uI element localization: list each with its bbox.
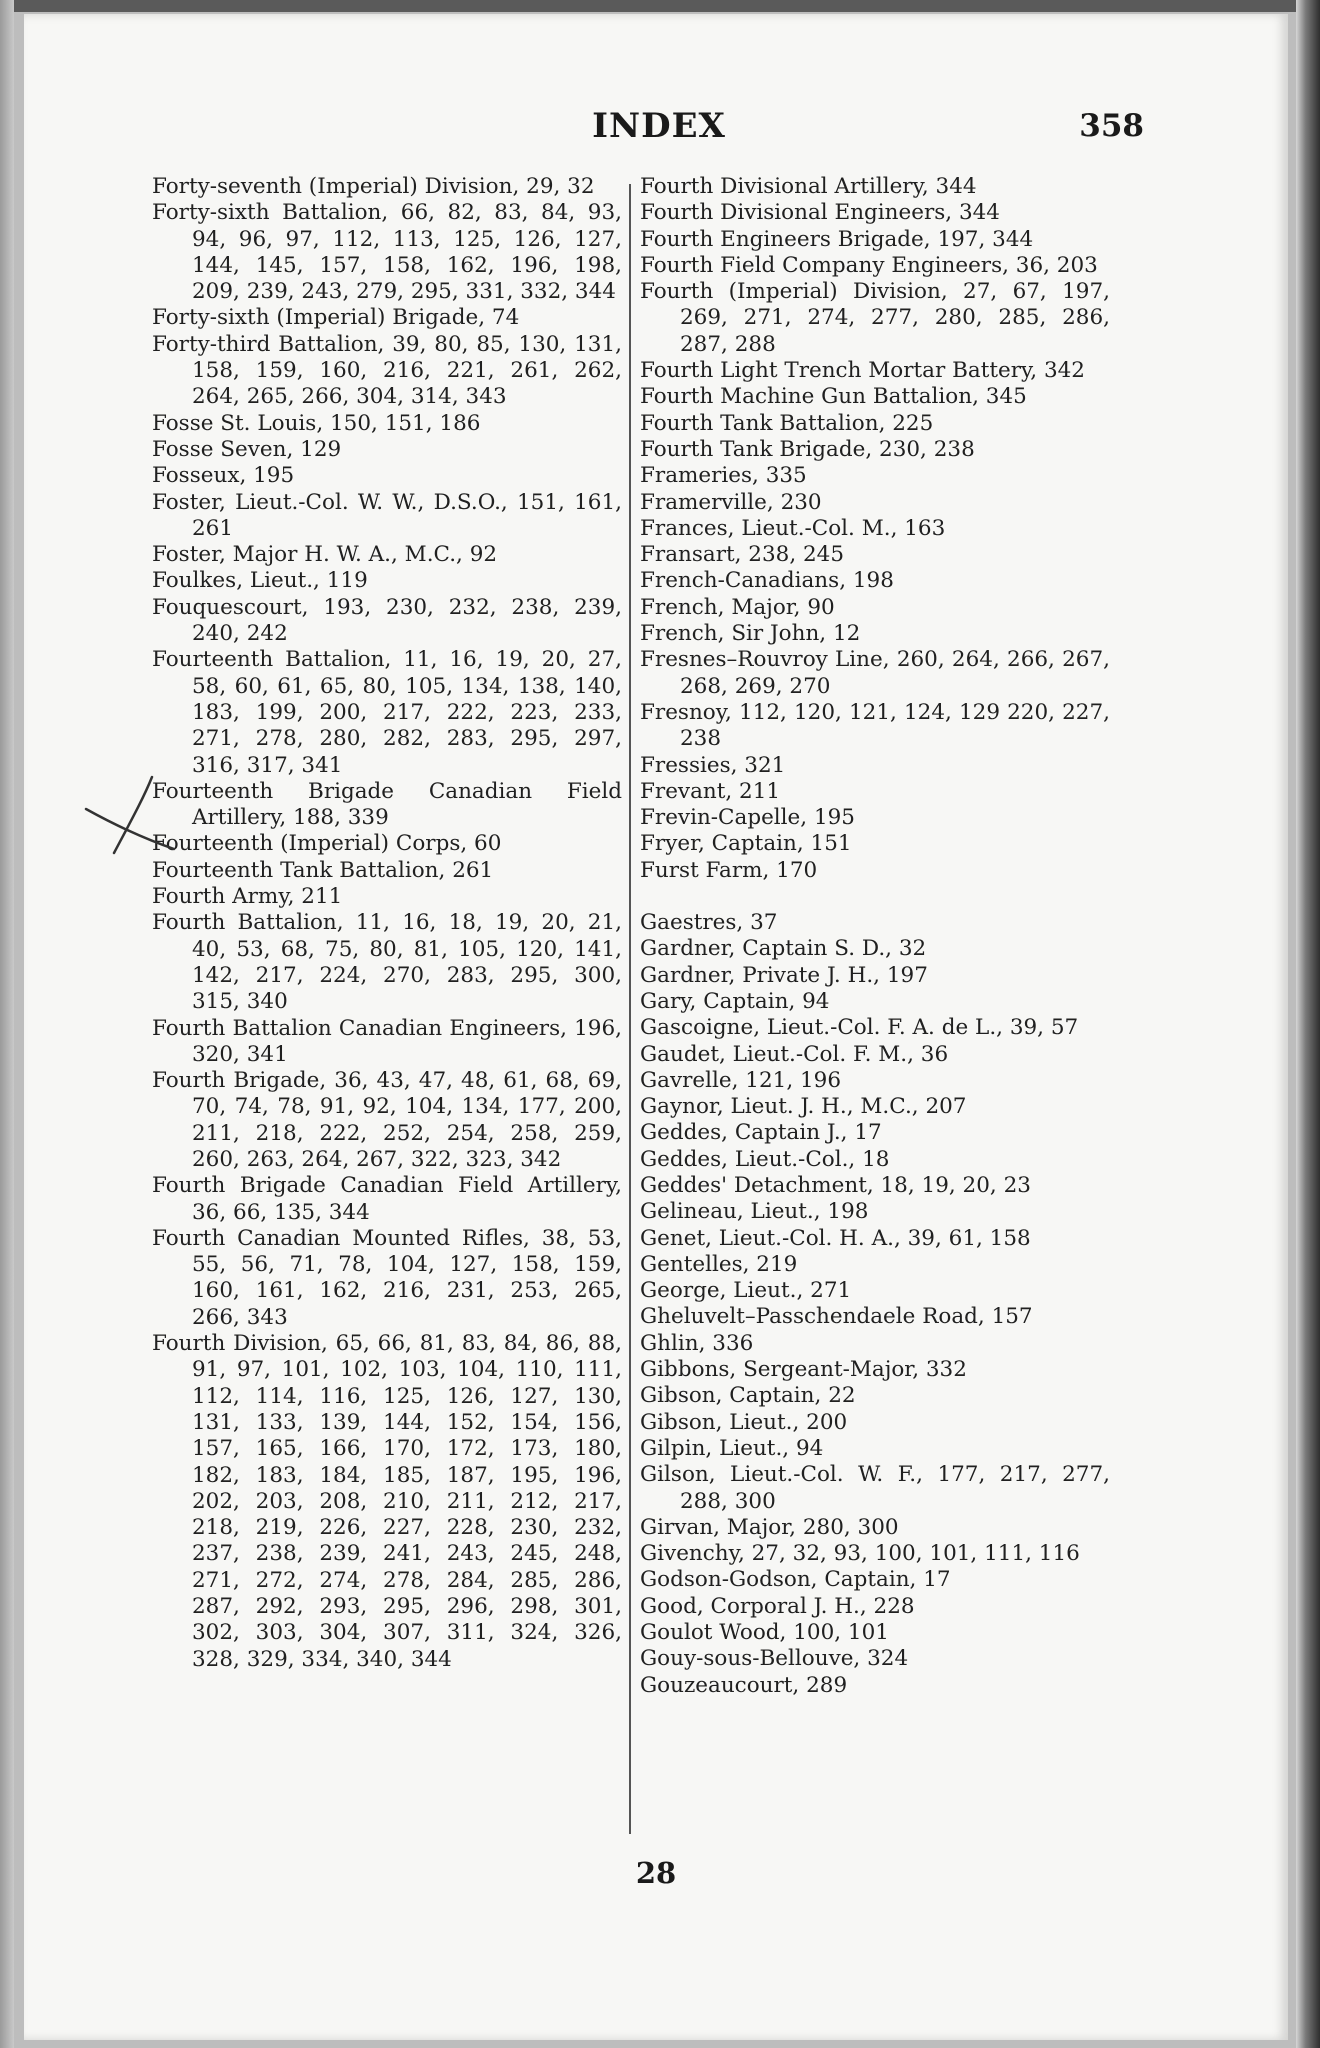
index-entry: Fourth Divisional Artillery, 344: [640, 174, 977, 199]
index-entry: Gaynor, Lieut. J. H., M.C., 207: [640, 1094, 967, 1120]
index-entry: Gary, Captain, 94: [640, 988, 830, 1014]
index-entry: Fourth Light Trench Mortar Battery, 342: [640, 358, 1085, 384]
index-entry: Fourteenth Brigade Canadian Field Artillery, 188, 339: [152, 778, 622, 831]
index-entry: Fourth Army, 211: [152, 884, 343, 910]
index-entry: Fosse Seven, 129: [152, 436, 342, 462]
index-entry: Gaudet, Lieut.-Col. F. M., 36: [640, 1041, 949, 1067]
index-entry: Fourth Engineers Brigade, 197, 344: [640, 226, 1034, 252]
index-entry: Fourth Tank Battalion, 225: [640, 410, 934, 436]
index-entry: Fosse St. Louis, 150, 151, 186: [152, 410, 481, 436]
index-entry: Gheluvelt–Passchendaele Road, 157: [640, 1304, 1033, 1330]
signature-number: 28: [635, 1856, 677, 1890]
index-column-left: [152, 174, 622, 1673]
page-title: INDEX: [592, 106, 726, 146]
index-entry: George, Lieut., 271: [640, 1278, 852, 1304]
index-entry: Furst Farm, 170: [640, 857, 818, 883]
index-entry: Foster, Lieut.-Col. W. W., D.S.O., 151, 161, 261: [152, 489, 622, 541]
index-entry: Fourth Divisional Engineers, 344: [640, 200, 1000, 226]
index-entry: Fourth Canadian Mounted Rifles, 38, 53, 55, 56, 71, 78, 104, 127, 158, 159, 160, 161, 162, 216, 231, 253, 265, 266, 343: [152, 1225, 622, 1330]
index-entry: Fourth Battalion, 11, 16, 18, 19, 20, 21, 40, 53, 68, 75, 80, 81, 105, 120, 141, 142, 217, 224, 270, 283, 295, 300, 315, 340: [152, 910, 622, 1015]
index-entry: Gavrelle, 121, 196: [640, 1067, 842, 1093]
index-entry: Fourteenth Tank Battalion, 261: [152, 857, 494, 883]
index-entry: Gardner, Private J. H., 197: [640, 962, 928, 988]
index-entry: Gentelles, 219: [640, 1251, 798, 1277]
index-entry: Givenchy, 27, 32, 93, 100, 101, 111, 116: [640, 1541, 1080, 1567]
index-entry: Fourth Field Company Engineers, 36, 203: [640, 252, 1098, 278]
index-entry: Fressies, 321: [640, 752, 786, 778]
index-entry: Gilpin, Lieut., 94: [640, 1435, 824, 1461]
handwritten-x-mark-icon: [74, 769, 179, 859]
index-entry: Good, Corporal J. H., 228: [640, 1593, 915, 1619]
index-entry: Geddes, Captain J., 17: [640, 1120, 882, 1146]
index-entry: Fresnoy, 112, 120, 121, 124, 129 220, 227, 238: [640, 699, 1110, 752]
column-divider: [629, 184, 631, 1834]
index-entry: Godson-Godson, Captain, 17: [640, 1567, 951, 1593]
index-entry: French, Sir John, 12: [640, 621, 861, 647]
page-number: 358: [1079, 108, 1144, 144]
index-entry: Gelineau, Lieut., 198: [640, 1199, 869, 1225]
book-page: [24, 14, 1288, 2040]
index-entry: Forty-seventh (Imperial) Division, 29, 32: [152, 174, 595, 199]
index-entry: Foster, Major H. W. A., M.C., 92: [152, 542, 498, 568]
index-section-g: [640, 910, 1110, 1699]
index-entry: Genet, Lieut.-Col. H. A., 39, 61, 158: [640, 1225, 1031, 1251]
section-gap: [640, 884, 1110, 910]
index-entry: Forty-third Battalion, 39, 80, 85, 130, 131, 158, 159, 160, 216, 221, 261, 262, 264, 265, 266, 304, 314, 343: [152, 331, 622, 410]
index-entry: Gilson, Lieut.-Col. W. F., 177, 217, 277, 288, 300: [640, 1462, 1110, 1514]
scan-border-right: [1296, 0, 1320, 2048]
index-entry: Gaestres, 37: [640, 910, 778, 936]
index-entry: Fresnes–Rouvroy Line, 260, 264, 266, 267, 268, 269, 270: [640, 647, 1110, 699]
index-entry: Frevin-Capelle, 195: [640, 805, 855, 831]
index-entry: Geddes' Detachment, 18, 19, 20, 23: [640, 1172, 1031, 1198]
index-entry: Fourteenth Battalion, 11, 16, 19, 20, 27, 58, 60, 61, 65, 80, 105, 134, 138, 140, 183, 199, 200, 217, 222, 223, 233, 271, 278, 280, 282, 283, 295, 297, 316, 317, 341: [152, 647, 622, 778]
index-entry: Gardner, Captain S. D., 32: [640, 936, 927, 962]
page-header: [174, 94, 1144, 154]
index-entry: Fryer, Captain, 151: [640, 831, 852, 857]
index-entry: Fourth Division, 65, 66, 81, 83, 84, 86, 88, 91, 97, 101, 102, 103, 104, 110, 111, 112, 114, 116, 125, 126, 127, 130, 131, 133, 139, 144, 152, 154, 156, 157, 165, 166, 170, 172, 173, 180, 182, 183, 184, 185, 187, 195, 196, 202, 203, 208, 210, 211, 212, 217, 218, 219, 226, 227, 228, 230, 232, 237, 238, 239, 241, 243, 245, 248, 271, 272, 274, 278, 284, 285, 286, 287, 292, 293, 295, 296, 298, 301, 302, 303, 304, 307, 311, 324, 326, 328, 329, 334, 340, 344: [152, 1331, 622, 1672]
index-section-f: [640, 174, 1110, 884]
index-entry: Fourteenth (Imperial) Corps, 60: [152, 831, 502, 857]
index-entry: Gibbons, Sergeant-Major, 332: [640, 1357, 967, 1383]
index-entry: Fouquescourt, 193, 230, 232, 238, 239, 240, 242: [152, 594, 622, 647]
index-entry: Gibson, Lieut., 200: [640, 1409, 848, 1435]
index-entry: Framerville, 230: [640, 489, 822, 515]
scan-border-top: [0, 0, 1320, 12]
index-entry: Gouy-sous-Bellouve, 324: [640, 1646, 909, 1672]
index-entry: Gouzeaucourt, 289: [640, 1672, 848, 1698]
index-entry: Fourth Brigade Canadian Field Artillery, 36, 66, 135, 344: [152, 1173, 622, 1225]
index-entry: Forty-sixth (Imperial) Brigade, 74: [152, 305, 520, 331]
index-entry: Girvan, Major, 280, 300: [640, 1514, 899, 1540]
index-entry: French-Canadians, 198: [640, 568, 894, 594]
index-entry: Geddes, Lieut.-Col., 18: [640, 1146, 890, 1172]
index-column-right: [640, 174, 1110, 1699]
index-entry: Goulot Wood, 100, 101: [640, 1620, 889, 1646]
index-entry: Fourth Machine Gun Battalion, 345: [640, 384, 1027, 410]
index-entry: Gibson, Captain, 22: [640, 1383, 856, 1409]
index-entry: Frevant, 211: [640, 778, 781, 804]
index-entry: Frameries, 335: [640, 463, 807, 489]
index-entry: Forty-sixth Battalion, 66, 82, 83, 84, 93, 94, 96, 97, 112, 113, 125, 126, 127, 144, 145, 157, 158, 162, 196, 198, 209, 239, 243, 279, 295, 331, 332, 344: [152, 200, 622, 305]
index-entry: Ghlin, 336: [640, 1330, 754, 1356]
index-entry: Fourth Battalion Canadian Engineers, 196, 320, 341: [152, 1015, 622, 1067]
index-entry: Fosseux, 195: [152, 463, 295, 489]
index-entry: Gascoigne, Lieut.-Col. F. A. de L., 39, 57: [640, 1015, 1079, 1041]
index-entry: Fourth Brigade, 36, 43, 47, 48, 61, 68, 69, 70, 74, 78, 91, 92, 104, 134, 177, 200, 211, 218, 222, 252, 254, 258, 259, 260, 263, 264, 267, 322, 323, 342: [152, 1068, 622, 1172]
index-entry: Fourth (Imperial) Division, 27, 67, 197, 269, 271, 274, 277, 280, 285, 286, 287, 288: [640, 279, 1110, 357]
index-entry: Fourth Tank Brigade, 230, 238: [640, 436, 975, 462]
index-entry: French, Major, 90: [640, 594, 835, 620]
index-entry: Frances, Lieut.-Col. M., 163: [640, 515, 946, 541]
index-entry: Fransart, 238, 245: [640, 542, 845, 568]
index-entry: Foulkes, Lieut., 119: [152, 568, 368, 594]
scan-border-left: [0, 0, 14, 2048]
